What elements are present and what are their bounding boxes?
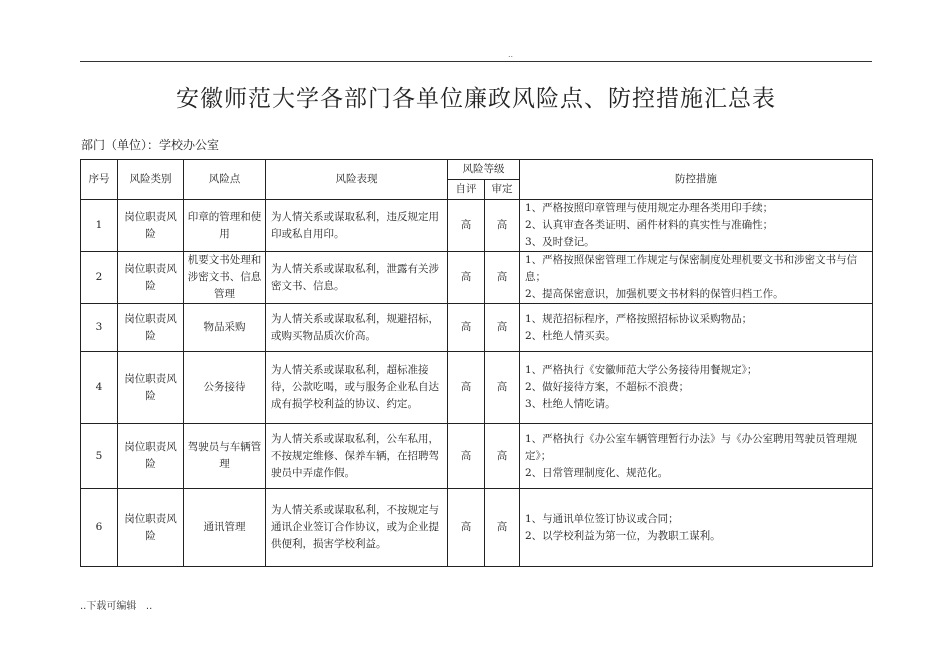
row-category: 岗位职责风险: [118, 252, 184, 304]
measure-item: 2、以学校利益为第一位，为教职工谋利。: [525, 529, 721, 542]
table-row: [81, 200, 873, 252]
measure-item: 1、与通讯单位签订协议或合同；: [525, 512, 679, 525]
row-review: 高: [485, 424, 520, 489]
measure-item: 2、做好接待方案，不超标不浪费；: [525, 381, 690, 393]
measure-item: 2、杜绝人情买卖。: [525, 329, 616, 342]
row-seq: 1: [81, 200, 118, 252]
row-measures: [520, 200, 873, 252]
row-manifestation: 为人情关系或谋取私利，不按规定与通讯企业签订合作协议，或为企业提供便利，损害学校利益。: [266, 489, 448, 567]
header-measures: 防控措施: [520, 160, 873, 200]
row-category: 岗位职责风险: [118, 424, 184, 489]
row-point: 通讯管理: [184, 489, 266, 567]
row-self-eval: 高: [448, 252, 485, 304]
row-measures: [520, 352, 873, 424]
row-manifestation: 为人情关系或谋取私利，规避招标，或购买物品质次价高。: [266, 304, 448, 352]
row-category: 岗位职责风险: [118, 352, 184, 424]
risk-table: [80, 159, 873, 567]
row-manifestation: 为人情关系或谋取私利，违反规定用印或私自用印。: [266, 200, 448, 252]
table-row: [81, 489, 873, 567]
row-measures: [520, 252, 873, 304]
measure-item: 2、提高保密意识，加强机要文书材料的保管归档工作。: [525, 288, 784, 300]
row-self-eval: 高: [448, 489, 485, 567]
row-seq: 3: [81, 304, 118, 352]
measure-item: 1、严格执行《办公室车辆管理暂行办法》与《办公室聘用驾驶员管理规定》；: [525, 432, 858, 462]
row-measures: [520, 424, 873, 489]
row-review: 高: [485, 252, 520, 304]
measure-item: 1、严格按照印章管理与使用规定办理各类用印手续；: [525, 202, 774, 214]
row-category: 岗位职责风险: [118, 304, 184, 352]
table-row: [81, 304, 873, 352]
header-review: 审定: [485, 180, 520, 200]
header-category: 风险类别: [118, 160, 184, 200]
row-point: 印章的管理和使用: [184, 200, 266, 252]
row-review: 高: [485, 489, 520, 567]
row-category: 岗位职责风险: [118, 200, 184, 252]
header-point: 风险点: [184, 160, 266, 200]
measure-item: 2、日常管理制度化、规范化。: [525, 466, 669, 479]
header-rule: [80, 61, 872, 62]
measure-item: 1、严格执行《安徽师范大学公务接待用餐规定》；: [525, 364, 758, 376]
footer-note: ..下载可编辑 ..: [80, 601, 153, 612]
department-line: 部门（单位）：学校办公室: [81, 138, 220, 152]
table-row: [81, 352, 873, 424]
row-point: 物品采购: [184, 304, 266, 352]
row-seq: 2: [81, 252, 118, 304]
row-measures: [520, 489, 873, 567]
header-self-eval: 自评: [448, 180, 485, 200]
row-manifestation: 为人情关系或谋取私利，泄露有关涉密文书、信息。: [266, 252, 448, 304]
measure-item: 1、严格按照保密管理工作规定与保密制度处理机要文书和涉密文书与信息；: [525, 254, 858, 283]
measure-item: 3、杜绝人情吃请。: [525, 398, 616, 410]
row-manifestation: 为人情关系或谋取私利，超标准接待，公款吃喝，或与服务企业私自达成有损学校利益的协议、约定。: [266, 352, 448, 424]
row-point: 机要文书处理和涉密文书、信息管理: [184, 252, 266, 304]
row-seq: 6: [81, 489, 118, 567]
measure-item: 2、认真审查各类证明、函件材料的真实性与准确性；: [525, 219, 774, 231]
header-seq: 序号: [81, 160, 118, 200]
row-measures: [520, 304, 873, 352]
page-title: 安徽师范大学各部门各单位廉政风险点、防控措施汇总表: [176, 86, 776, 112]
row-review: 高: [485, 352, 520, 424]
table-row: [81, 424, 873, 489]
row-review: 高: [485, 304, 520, 352]
row-self-eval: 高: [448, 200, 485, 252]
measure-item: 1、规范招标程序，严格按照招标协议采购物品；: [525, 312, 753, 325]
row-self-eval: 高: [448, 424, 485, 489]
row-review: 高: [485, 200, 520, 252]
row-point: 驾驶员与车辆管理: [184, 424, 266, 489]
header-manifestation: 风险表现: [266, 160, 448, 200]
table-row: [81, 252, 873, 304]
row-category: 岗位职责风险: [118, 489, 184, 567]
row-self-eval: 高: [448, 352, 485, 424]
measure-item: 3、及时登记。: [525, 236, 595, 248]
header-level: 风险等级: [448, 160, 520, 180]
row-point: 公务接待: [184, 352, 266, 424]
row-seq: 4: [81, 352, 118, 424]
header-mark: ..: [508, 50, 514, 59]
row-manifestation: 为人情关系或谋取私利，公车私用，不按规定维修、保养车辆，在招聘驾驶员中弄虚作假。: [266, 424, 448, 489]
row-self-eval: 高: [448, 304, 485, 352]
row-seq: 5: [81, 424, 118, 489]
